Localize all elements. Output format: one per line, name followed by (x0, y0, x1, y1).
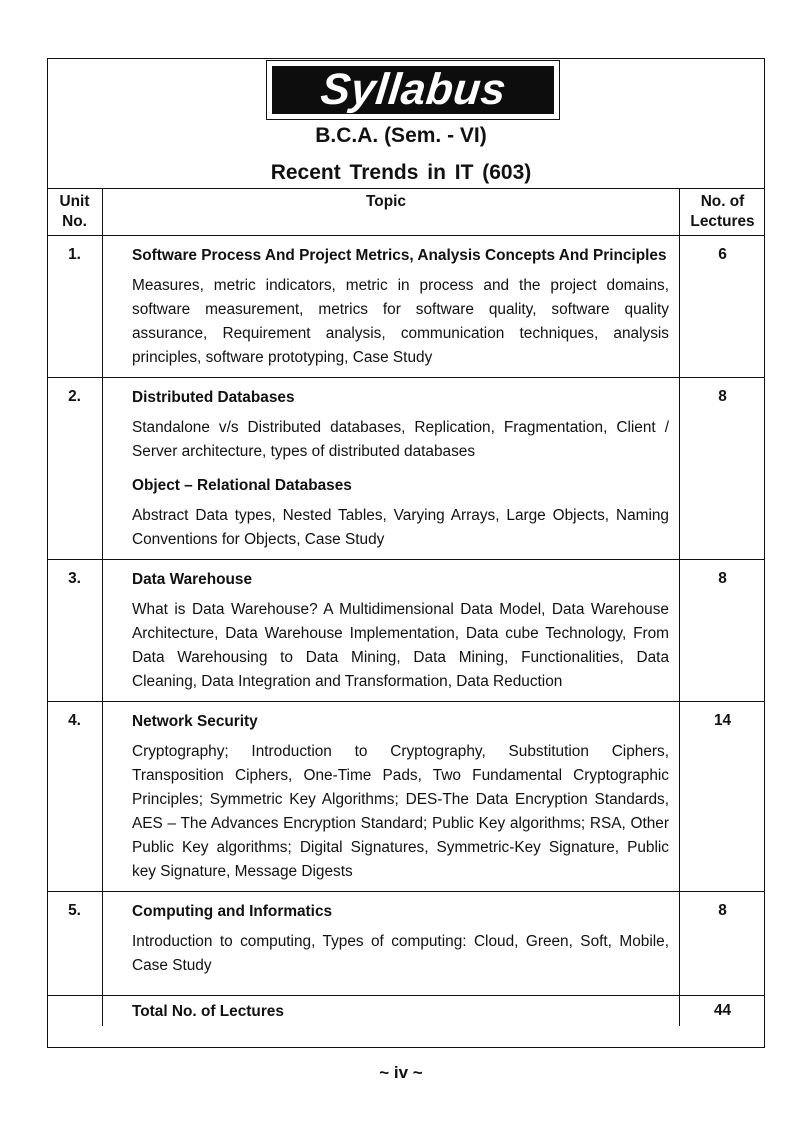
table-row (47, 560, 765, 702)
total-row (47, 996, 765, 1027)
section-body: Introduction to computing, Types of computing: Cloud, Green, Soft, Mobile, Case Study (132, 933, 669, 974)
course-title: B.C.A. (Sem. - VI) (315, 124, 487, 147)
lecture-count: 6 (680, 236, 766, 378)
lecture-count: 8 (680, 378, 766, 560)
table-header-row (47, 189, 765, 236)
section-title: Computing and Informatics (132, 903, 333, 920)
unit-number: 1. (47, 236, 103, 378)
header-unit: Unit No. (47, 189, 103, 236)
logo-text: Syllabus (317, 65, 509, 114)
section-body: Standalone v/s Distributed databases, Replication, Fragmentation, Client / Server architecture, types of distributed databases (132, 419, 669, 460)
section-title: Distributed Databases (132, 389, 295, 406)
section-title: Software Process And Project Metrics, Analysis Concepts And Principles (132, 247, 667, 264)
subject-title: Recent Trends in IT (603) (270, 161, 532, 184)
lecture-count: 8 (680, 892, 766, 996)
total-label: Total No. of Lectures (132, 1003, 284, 1020)
unit-number: 3. (47, 560, 103, 702)
syllabus-logo (266, 60, 560, 120)
header-lectures: No. of Lectures (680, 189, 766, 236)
section-body: Measures, metric indicators, metric in process and the project domains, software measurement, metrics for software quality, software quality assurance, Requirement analysis, communication techniques, analysis principles, software prototyping, Case Study (132, 277, 669, 366)
unit-number: 4. (47, 702, 103, 892)
table-row (47, 378, 765, 560)
total-value: 44 (680, 996, 766, 1027)
section-body: What is Data Warehouse? A Multidimensional Data Model, Data Warehouse Architecture, Data Warehouse Implementation, Data cube Technology, From Data Warehousing to Data Mining, Data Mining, Functionalities, Data Cleaning, Data Integration and Transformation, Data Reduction (132, 601, 669, 690)
header-topic: Topic (103, 189, 680, 236)
section-title: Network Security (132, 713, 258, 730)
section-title: Data Warehouse (132, 571, 253, 588)
section-body: Abstract Data types, Nested Tables, Varying Arrays, Large Objects, Naming Conventions for Objects, Case Study (132, 507, 669, 548)
lecture-count: 14 (680, 702, 766, 892)
table-row (47, 236, 765, 378)
unit-number: 2. (47, 378, 103, 560)
syllabus-table (47, 188, 765, 1026)
section-body: Cryptography; Introduction to Cryptography, Substitution Ciphers, Transposition Ciphers, One-Time Pads, Two Fundamental Cryptographic Principles; Symmetric Key Algorithms; DES-The Data Encryption Standards, AES – The Advances Encryption Standard; Public Key algorithms; RSA, Other Public Key algorithms; Digital Signatures, Symmetric-Key Signature, Public key Signature, Message Digests (132, 743, 669, 880)
table-row (47, 702, 765, 892)
table-row (47, 892, 765, 996)
lecture-count: 8 (680, 560, 766, 702)
section-title: Object – Relational Databases (132, 477, 352, 494)
page-number: ~ iv ~ (379, 1063, 423, 1082)
unit-number: 5. (47, 892, 103, 996)
